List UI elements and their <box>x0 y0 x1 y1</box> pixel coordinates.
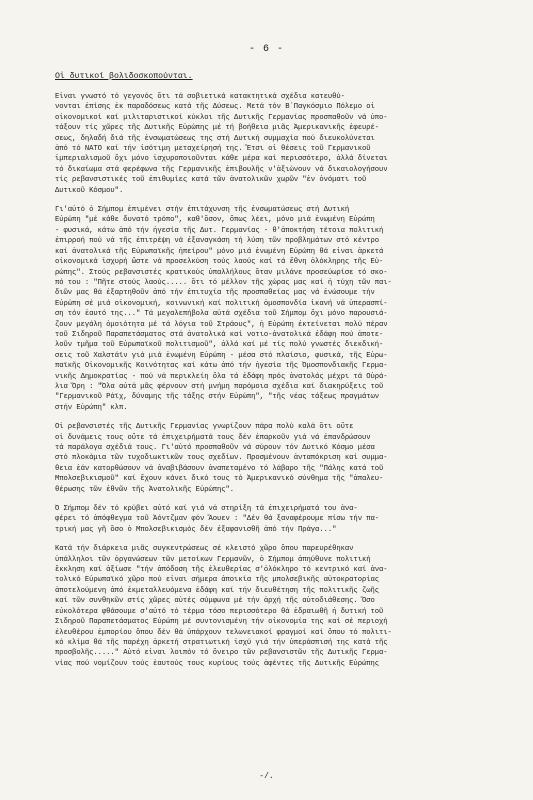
text-line: τίς ρεβανσιστικές τοῦ ἐπιθυμίες κατά τῶν ἀνατολικῶν χωρῶν "ἐν ὀνόματι τοῦ <box>55 176 367 185</box>
text-line: στό πλοκάμια τῶν τυχοδιωκτικῶν τους σχεδίων. Προσμένουν ἀνταπόκριση καί συμμα- <box>55 454 388 463</box>
text-line: Ὁ Σήμπομ δέν τό κρύβει αὐτό καί γιά νά στηρίξη τά ἐπιχειρήματά του ἀνα- <box>55 505 358 514</box>
text-line: λοῦν τμῆμα τοῦ Εὐρωπαϊκοῦ πολιτισμοῦ", ἀλλά καί μέ τίς πολύ γνωστές διεκδική- <box>55 341 384 350</box>
text-line: λια Ὄρη : "Ὅλα αὐτά μᾶς φέρνουν στή μνήμη παρόμοια σχέδια καί διακηρύξεις τοῦ <box>55 382 384 391</box>
text-line: "Γερμανικοῦ Ράϊχ, δύναμης τῆς τάξης στήν Εὐρώπη", "τῆς νέας τάξεως πραγμάτων <box>55 393 380 402</box>
text-line: τοῦ Σιδηροῦ Παραπετάσματος στά ἀνατολικά καί νοτιο-ἀνατολικά ἐδάφη πού ἀποτε- <box>55 330 384 339</box>
text-line: εὐκολότερα φθάσουμε σ'αὐτό τό τέρμα τόσο περισσότερο θά ἑδραιωθῆ ἡ δυτική τοῦ <box>55 607 384 616</box>
text-line: προσβολῆς....." Αὐτό εἶναι λοιπόν τό ὄνειρο τῶν ρεβανσιστῶν τῆς Δυτικῆς Γερμα- <box>55 649 388 658</box>
text-line: νικῆς Δημοκρατίας - πού νά περικλείη ὅλα τά ἐδάφη πρός ἀνατολάς μέχρι τά Οὐρά- <box>55 372 388 381</box>
text-line: ὑπάλληλοι τῶν ὀργανώσεων τῶν μετοίκων Γερμανῶν, ὁ Σήμπομ ἀπηύθυνε πολιτική <box>55 555 371 564</box>
text-line: οἱ δυνάμεις τους οὔτε τά ἐπιχειρήματά τους δέν ἐπαρκοῦν γιά νά ἐπανδρώσουν <box>55 433 371 442</box>
text-line: Γι'αὐτό ὁ Σήμπομ ἐπιμένει στήν ἐπιτάχυνση τῆς ἐνσωματώσεως στή Δυτική <box>55 206 350 215</box>
text-line: Κατά τήν διάρκεια μιᾶς συγκεντρώσεως σέ κλειστό χῶρο ὅπου παρευρέθηκαν <box>55 545 354 554</box>
text-line: Σιδηροῦ Παραπετάσματος Εὐρώπη μέ συντονισμένη τήν οἰκονομία της καί σέ περιοχή <box>55 618 388 627</box>
text-line: Δυτικοῦ Κόσμου". <box>55 186 124 195</box>
text-line: θέρωσης τῶν ἐθνῶν τῆς Ἀνατολικῆς Εὐρώπης". <box>55 485 235 494</box>
section-heading: Οἱ δυτικοί βολιδοσκοπούνται. <box>55 72 193 81</box>
text-line: καί τῶν συνθηκῶν στίς χῶρες αὐτές σύμφωνα μέ τήν ἀρχή τῆς αὐτοδιάθεσης. Ὅσο <box>55 597 375 606</box>
text-line: στήν Εὐρώπη" κλπ. <box>55 403 128 412</box>
end-mark: -/. <box>259 772 274 781</box>
text-line: παϊκῆς Οἰκονομικῆς Κοινότητας καί κάτω ἀπό τήν ἡγεσία τῆς Ὁμοσπονδιακῆς Γερμα- <box>55 362 388 371</box>
text-line: ἐπιρροή πού νά τῆς ἐπιτρέψη νά ἐξαναγκάση τή λύση τῶν προβλημάτων στό κέντρο <box>55 237 380 246</box>
text-line: Εἶναι γνωστό τό γεγονός ὅτι τά σοβιετικά κατακτητικά σχέδια κατευθύ- <box>55 93 345 101</box>
page-number: - 6 - <box>248 44 284 55</box>
document-body <box>55 92 515 678</box>
text-line: τολικό Εὐρωπαϊκό χῶρο πού εἶναι σήμερα ἀποικία τῆς μπολσεβικῆς αὐτοκρατορίας <box>55 576 380 585</box>
text-line: τρική μας γῆ ὅσο ὁ Μπολσεβικισμός δέν ἐξαφανισθῆ ἀπό τήν Πράγα..." <box>55 525 337 534</box>
paragraph <box>55 92 515 196</box>
text-line: οἰκονομικοί καί μιλιταριστικοί κύκλοι τῆς Δυτικῆς Γερμανίας προσπαθοῦν νά ὑπο- <box>55 113 388 122</box>
text-line: τά παράλογα σχέδιά τους. Γι'αὐτό προσπαθοῦν νά σύρουν τόν Δυτικό Κόσμο μέσα <box>55 444 375 452</box>
text-line: τάξουν τίς χῶρες τῆς Δυτικῆς Εὐρώπης μέ τή βοήθεια μιᾶς Ἀμερικανικῆς ἐφευρέ- <box>55 124 380 133</box>
text-line: οἰκονομικά ἰσχυρή ὥστε νά προσελκύση τούς λαούς καί τά ἔθνη ὁλόκληρης τῆς Εὐ- <box>55 258 384 267</box>
text-line: ἀποτελούμενη ἀπό ἐκμεταλλευόμενα ἐδάφη καί τήν διευθέτηση τῆς πολιτικῆς ζωῆς <box>55 586 380 595</box>
text-line: καί ἀνατολικά τῆς Εὐρωπαϊκῆς ἠπείρου" μόνο μιά ἑνωμένη Εὐρώπη θά εἶναι ἀρκετά <box>55 247 384 256</box>
text-line: τό δικαίωμα στά φερέφωνα τῆς Γερμανικῆς ἐπιβουλῆς ν'ἀξιώνουν νά δικαιολογήσουν <box>55 165 388 174</box>
paragraph <box>55 422 515 495</box>
text-line: Οἱ ρεβανσιστές τῆς Δυτικῆς Γερμανίας γνωρίζουν πάρα πολύ καλά ὅτι οὔτε <box>55 423 354 432</box>
text-line: φέρει τό ἀπόφθεγμα τοῦ Ἀόντζμαν φόν Ἄουεν : "Δέν θά ξαναφέρουμε πίσω τήν πα- <box>55 515 380 524</box>
text-line: πό του : "Πῆτε στούς λαούς..... ὅτι τό μέλλον τῆς χώρας μας καί ἡ τύχη τῶν παι- <box>55 278 392 287</box>
text-line: ἀπό τό ΝΑΤΟ καί τήν ἰσότιμη μεταχείρησή της. Ἔτσι οἱ θέσεις τοῦ Γερμανικοῦ <box>55 145 371 154</box>
paragraph <box>55 504 515 535</box>
paragraph <box>55 205 515 413</box>
text-line: - φυσικά, κάτω ἀπό τήν ἡγεσία τῆς Δυτ. Γερμανίας - θ'ἀποκτήση τέτοια πολιτική <box>55 226 384 235</box>
text-line: κό κλίμα θά τῆς παρέχη ἀρκετή στρατιωτική ἰσχύ γιά τήν ὑπεράσπισή της κατά τῆς <box>55 638 388 647</box>
text-line: νίας πού νομίζουν τούς ἑαυτούς τους κυρίους τούς ἀφέντες τῆς Δυτικῆς Εὐρώπης <box>55 659 380 668</box>
text-line: Εὐρώπη σέ μιά οἰκονομική, κοινωνική καί πολιτική ὁμοσπονδία ἱκανή νά ὑπερασπί- <box>55 299 388 308</box>
paragraph <box>55 544 515 669</box>
text-line: νονται ἐπίσης ἐκ παραδόσεως κατά τῆς Δύσεως. Μετά τόν Β΄Παγκόσμιο Πόλεμο οἱ <box>55 103 375 112</box>
text-line: ρώπης". Στούς ρεβανσιστές κρατικούς ὑπαλλήλους ὅταν μιλάνε προσεύωρίσε τό σκο- <box>55 268 388 277</box>
text-line: ἐλευθέρου ἐμπορίου ὅπου δέν θά ὑπάρχουν τελωνειακοί φραγμοί καί ὅπου τό πολιτι- <box>55 628 392 637</box>
text-line: ζουν μεγάλη ὁμοιότητα μέ τά λόγια τοῦ Στράους", ἡ Εὐρώπη ἐκτείνεται πολύ πέραν <box>55 320 388 329</box>
text-line: θεια ἐάν κατορθώσουν νά ἀναβιβάσουν ἀναπεταμένο τό λάβαρο τῆς "Πάλης κατά τοῦ <box>55 464 384 473</box>
text-line: σεως, δηλαδή διά τῆς ἐνσωματώσεως της στή Δυτική συμμαχία πού διευκολύνεται <box>55 134 375 143</box>
text-line: ἰμπεριαλισμοῦ ὄχι μόνο ἰσχυροποιοῦνται κάθε μέρα καί περισσότερο, ἀλλά δίνεται <box>55 155 388 164</box>
text-line: διῶν μας θά ἐξαρτηθοῦν ἀπό τήν ἐπιτυχία τῆς προσπαθείας μας νά ἐνώσουμε τήν <box>55 289 375 298</box>
text-line: ση τόν ἑαυτό της..." Τά μεγαλεπήβολα αὐτά σχέδια τοῦ Σήμπομ ὄχι μόνο παρουσιά- <box>55 310 388 319</box>
text-line: Μπολσεβικισμοῦ" καί ἔχουν κάνει δικό τους τό Ἀμερικανικό σύνθημα τῆς "ἀπαλευ- <box>55 475 384 484</box>
text-line: ἔκκληση καί ἀξίωσε "τήν ἀπόδοση τῆς ἐλευθερίας σ'ὁλόκληρο τό κεντρικό καί ἀνα- <box>55 566 388 575</box>
text-line: σεις τοῦ Χαλστάϊν γιά μιά ἑνωμένη Εὐρώπη - μέσα στό πλαίσιο, φυσικά, τῆς Εὐρω- <box>55 351 388 360</box>
text-line: Εὐρώπη "μέ κάθε δυνατό τρόπο", καθ'ὅσον, ὅπως λέει, μόνο μιά ἑνωμένη Εὐρώπη <box>55 216 375 225</box>
